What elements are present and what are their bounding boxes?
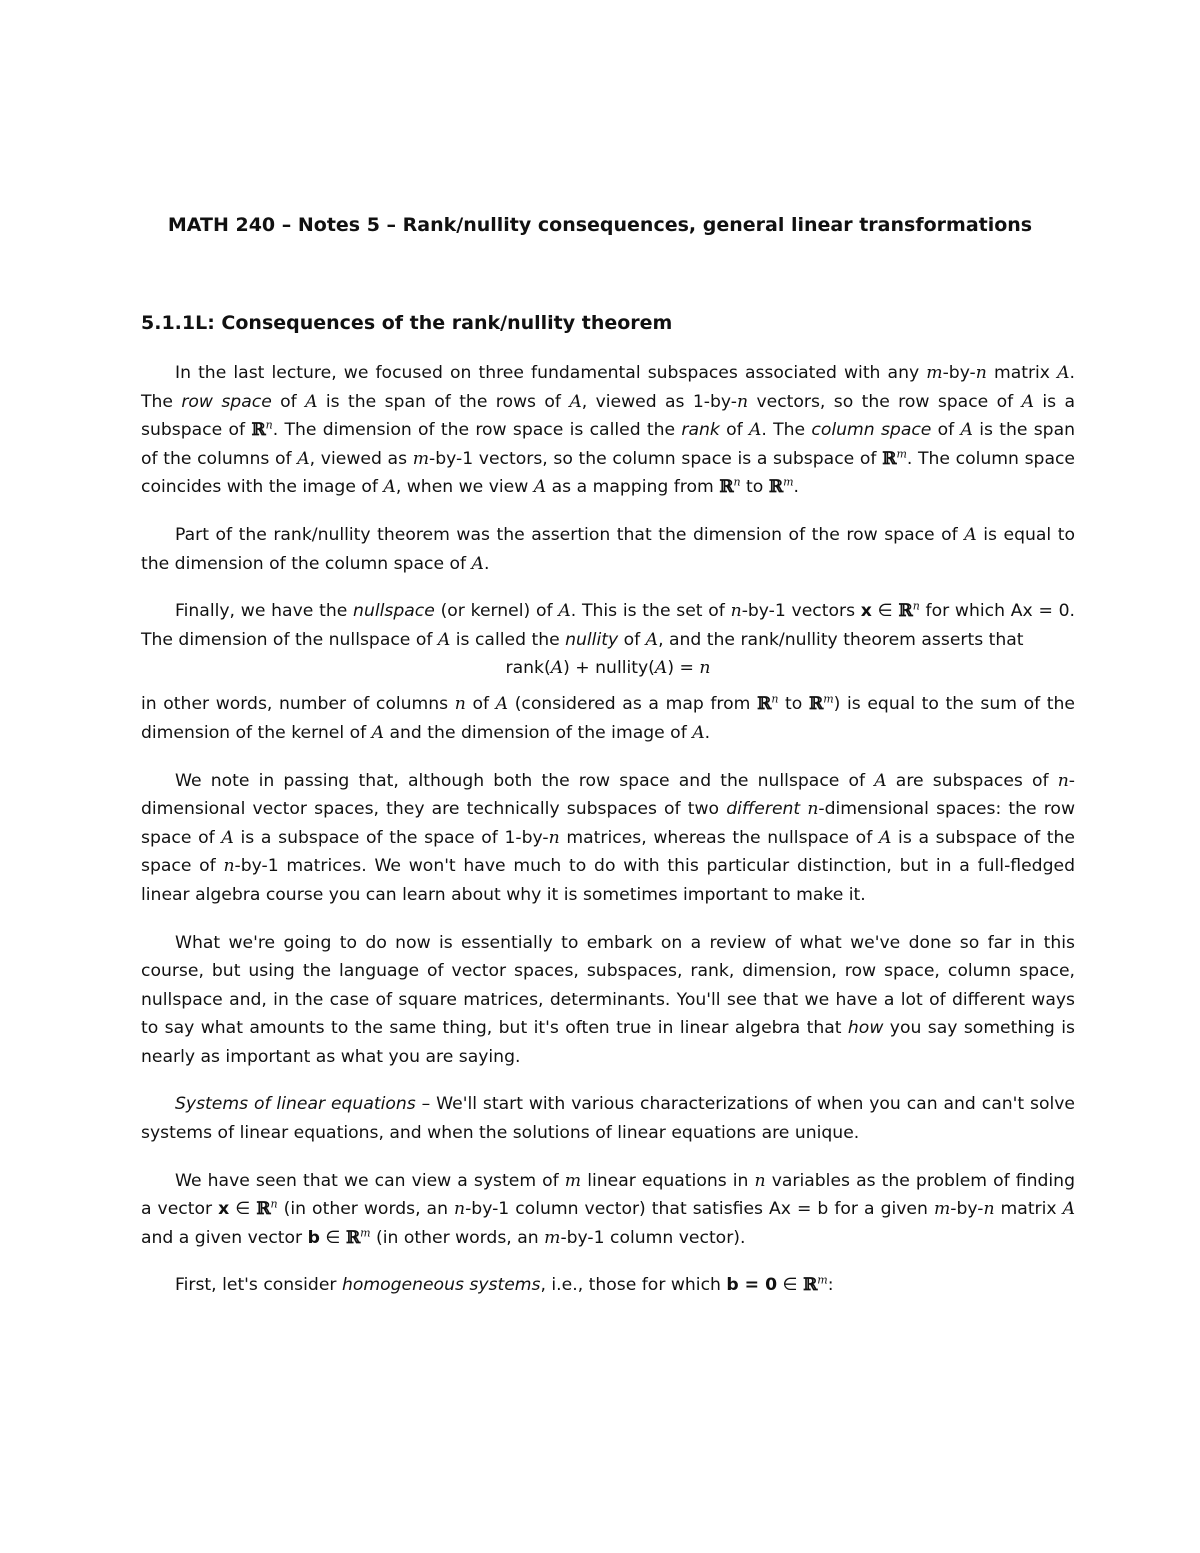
page-title: MATH 240 – Notes 5 – Rank/nullity consequences, general linear transformations (167, 214, 1033, 236)
paragraph-system-as-vector: We have seen that we can view a system of m linear equations in n variables as the problem of finding a vector x ∈ ℝ$^n$ (in other words, an n-by-1 column vector) that satisfies Ax = b for a given m-by-n matrix A and a given vector b ∈ ℝ$^m$ (in other words, an m-by-1 column vector). (141, 1170, 1076, 1248)
term-column-space: column space (811, 420, 932, 441)
term-systems-of-linear-equations: Systems of linear equations (175, 1094, 416, 1115)
paragraph-systems: Systems of linear equations – We'll start with various characterizations of when you can and can't solve systems of linear equations, and when the solutions of linear equations are unique. (141, 1094, 1075, 1144)
paragraph-row-column-dimension: Part of the rank/nullity theorem was the assertion that the dimension of the row space of A is equal to the dimension of the column space of A. (141, 524, 1075, 574)
equation-ax-zero: Ax = 0 (1010, 601, 1070, 622)
term-how: how (847, 1018, 884, 1039)
term-homogeneous-systems: homogeneous systems (341, 1275, 541, 1296)
document-body (141, 359, 1075, 1319)
paragraph-review: What we're going to do now is essentially to embark on a review of what we've done so far in this course, but using the language of vector spaces, subspaces, rank, dimension, row space, column space, nullspace and, in the case of square matrices, determinants. You'll see that we have a lot of different ways to say what amounts to the same thing, but it's often true in linear algebra that how you say something is nearly as important as what you are saying. (141, 932, 1075, 1067)
term-different: different (726, 799, 801, 820)
term-nullity: nullity (565, 629, 619, 650)
equation-b-zero: b = 0 (726, 1275, 778, 1296)
term-nullspace: nullspace (353, 601, 435, 622)
equation-ax-b: Ax = b (769, 1199, 829, 1220)
term-row-space: row space (181, 391, 272, 412)
paragraph-in-other-words: in other words, number of columns n of A (considered as a map from ℝ$^n$ to ℝ$^m$) is equal to the sum of the dimension of the kernel of A and the dimension of the image of A. (141, 692, 1075, 743)
paragraph-passing-note: We note in passing that, although both the row space and the nullspace of A are subspaces of n-dimensional vector spaces, they are technically subspaces of two different n-dimensional spaces: the row space of A is a subspace of the space of 1-by-n matrices, whereas the nullspace of A is a subspace of the space of n-by-1 matrices. We won't have much to do with this particular distinction, but in a full-fledged linear algebra course you can learn about why it is sometimes important to make it. (141, 770, 1076, 905)
rank-nullity-equation: rank(A) + nullity(A) = n (505, 658, 711, 679)
term-rank: rank (681, 420, 720, 441)
paragraph-homogeneous: First, let's consider homogeneous systems, i.e., those for which b = 0 ∈ ℝ$^m$: (175, 1273, 834, 1296)
paragraph-nullspace: Finally, we have the nullspace (or kernel) of A. This is the set of n-by-1 vectors x ∈ ℝ$^n$ for which Ax = 0. The dimension of the nullspace of A is called the nullity of A, and the rank/nullity theorem asserts that (141, 599, 1076, 650)
paragraph-fundamental-subspaces: In the last lecture, we focused on three fundamental subspaces associated with any m-by-n matrix A. The row space of A is the span of the rows of A, viewed as 1-by-n vectors, so the row space of A is a subspace of ℝ$^n$. The dimension of the row space is called the rank of A. The column space of A is the span of the columns of A, viewed as m-by-1 vectors, so the column space is a subspace of ℝ$^m$. The column space coincides with the image of A, when we view A as a mapping from ℝ$^n$ to ℝ$^m$. (141, 363, 1076, 498)
section-heading: 5.1.1L: Consequences of the rank/nullity theorem (141, 312, 673, 334)
